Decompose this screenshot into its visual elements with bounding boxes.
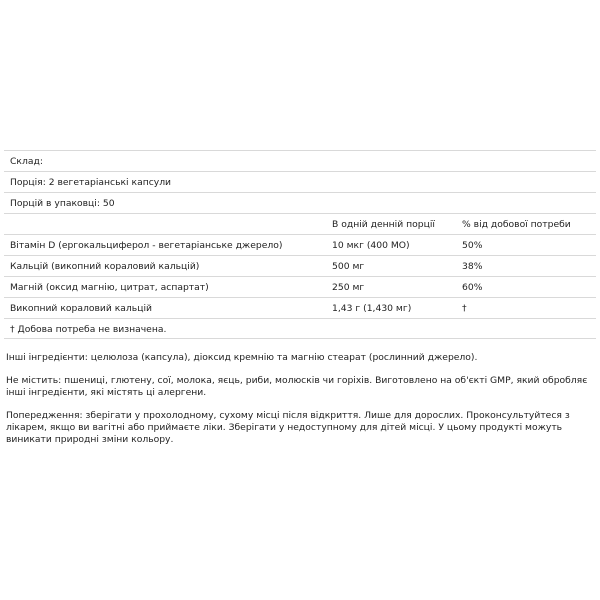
- nutrient-dv: 38%: [462, 261, 483, 272]
- nutrient-name: Магній (оксид магнію, цитрат, аспартат): [10, 282, 209, 293]
- supplement-facts-panel: [4, 150, 596, 339]
- dv-column-header: % від добової потреби: [462, 219, 571, 230]
- daily-value-footnote: † Добова потреба не визначена.: [10, 324, 167, 335]
- composition-label-row: [4, 150, 596, 171]
- product-notes: [6, 352, 594, 457]
- table-row: [4, 276, 596, 297]
- nutrient-dv: †: [462, 303, 467, 314]
- other-ingredients-text: Інші інгредієнти: целюлоза (капсула), діоксид кремнію та магнію стеарат (рослинний джерело).: [6, 352, 478, 363]
- table-row: [4, 255, 596, 276]
- nutrient-name: Кальцій (викопний кораловий кальцій): [10, 261, 200, 272]
- servings-per-container: Порцій в упаковці: 50: [10, 198, 115, 209]
- allergen-statement-text: Не містить: пшениці, глютену, сої, молока, яєць, риби, молюсків чи горіхів. Виготовлено на об'єкті GMP, який обробляє інші інгредієнти, які містять ці алергени.: [6, 375, 588, 398]
- nutrient-dv: 50%: [462, 240, 483, 251]
- nutrient-amount: 1,43 г (1,430 мг): [332, 303, 412, 314]
- nutrient-amount: 10 мкг (400 МО): [332, 240, 410, 251]
- table-row: [4, 297, 596, 318]
- servings-per-container-row: [4, 192, 596, 213]
- serving-size: Порція: 2 вегетаріанські капсули: [10, 177, 172, 188]
- nutrient-amount: 500 мг: [332, 261, 365, 272]
- nutrient-name: Вітамін D (ергокальциферол - вегетаріанське джерело): [10, 240, 283, 251]
- nutrient-dv: 60%: [462, 282, 483, 293]
- warning-text: Попередження: зберігати у прохолодному, сухому місці після відкриття. Лише для дорослих. Проконсультуйтеся з лікарем, якщо ви вагітні або приймаєте ліки. Зберігати у недоступному для дітей місці. У цьому продукті можуть виникати природні зміни кольору.: [6, 410, 570, 445]
- table-row: [4, 234, 596, 255]
- composition-label: Склад:: [10, 156, 43, 167]
- amount-column-header: В одній денній порції: [332, 219, 435, 230]
- nutrient-amount: 250 мг: [332, 282, 365, 293]
- table-header-row: [4, 213, 596, 234]
- footnote-row: [4, 318, 596, 339]
- nutrient-name: Викопний кораловий кальцій: [10, 303, 152, 314]
- serving-size-row: [4, 171, 596, 192]
